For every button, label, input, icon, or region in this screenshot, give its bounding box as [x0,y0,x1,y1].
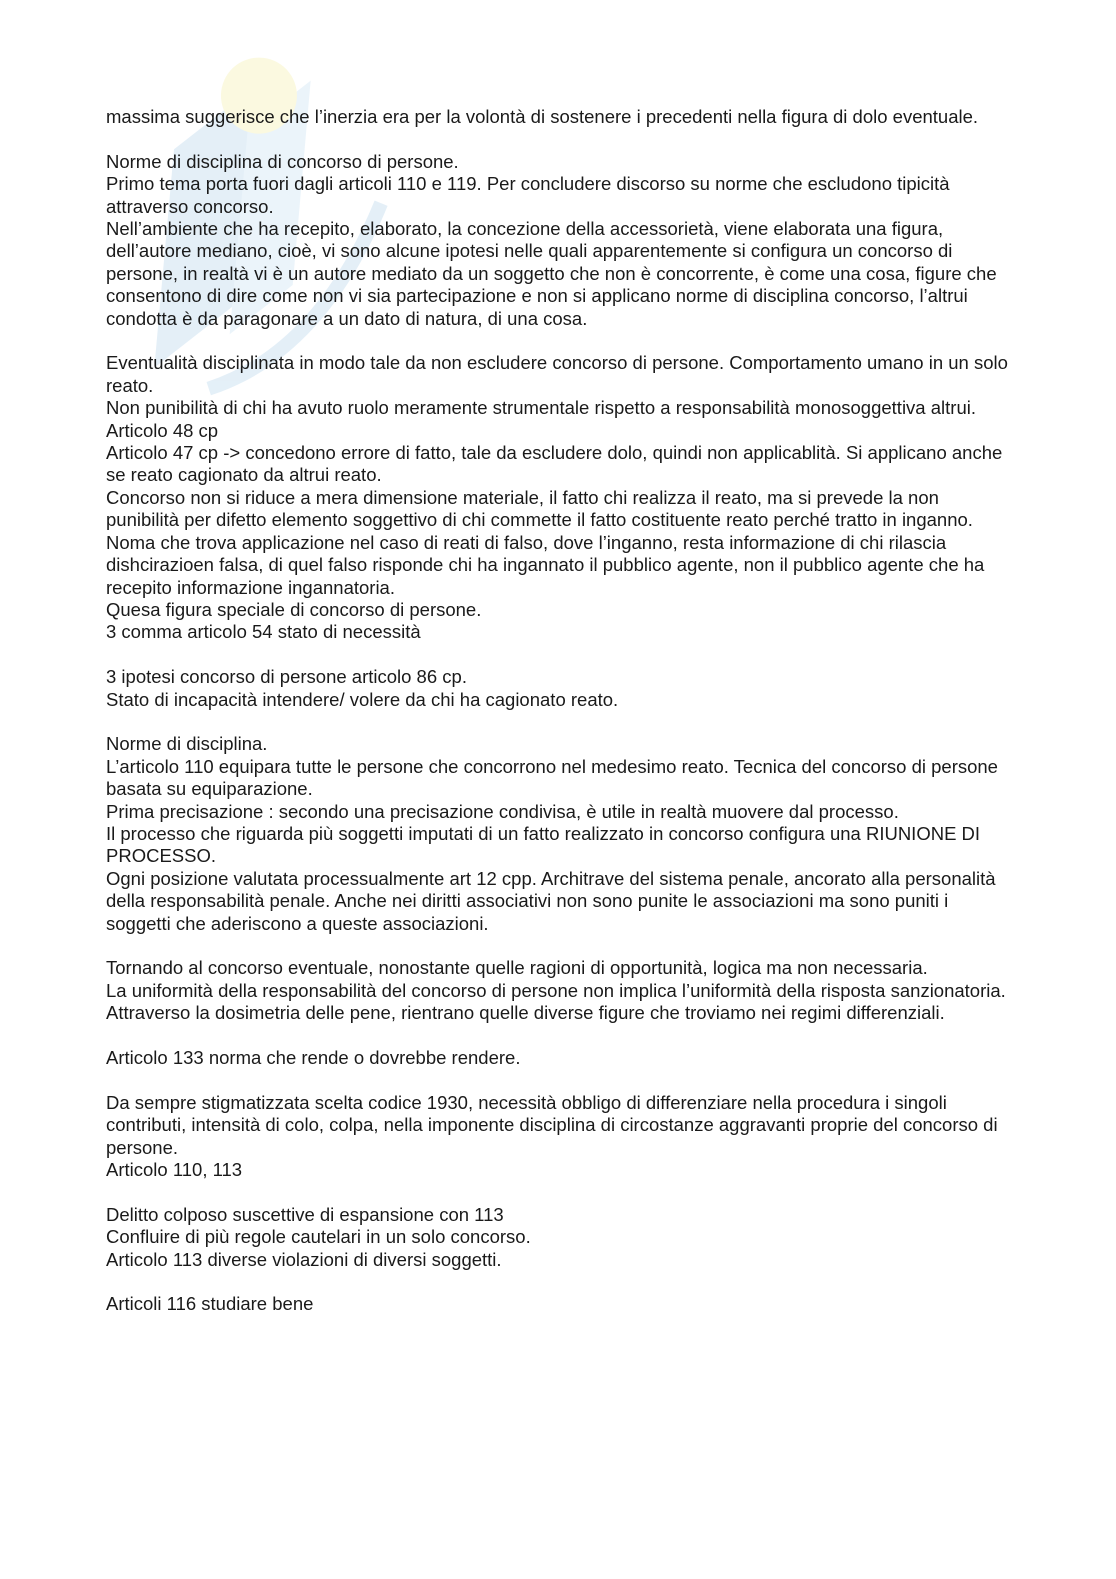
text-line: La uniformità della responsabilità del concorso di persone non implica l’uniformità della risposta sanzionatoria. [106,979,1006,1001]
document-body [106,106,1014,1338]
text-line: 3 ipotesi concorso di persone articolo 86 cp. [106,666,467,688]
text-line: Prima precisazione : secondo una precisazione condivisa, è utile in realtà muovere dal processo. [106,800,899,822]
text-line: 3 comma articolo 54 stato di necessità [106,621,421,643]
text-line: Ogni posizione valutata processualmente art 12 cpp. Architrave del sistema penale, ancorato alla personalità della responsabilità penale. Anche nei diritti associativi non sono punite le associazioni ma sono puniti i soggetti che aderiscono a queste associazioni. [106,867,1001,934]
text-line: Norme di disciplina. [106,733,268,755]
text-line: Tornando al concorso eventuale, nonostante quelle ragioni di opportunità, logica ma non necessaria. [106,957,928,979]
text-line: L’articolo 110 equipara tutte le persone che concorrono nel medesimo reato. Tecnica del concorso di persone basata su equiparazione. [106,755,1004,800]
paragraph [106,106,1011,128]
text-line: Nell’ambiente che ha recepito, elaborato, la concezione della accessorietà, viene elaborata una figura, dell’autore mediano, cioè, vi sono alcune ipotesi nelle quali apparentemente si configura un concorso di persone, in realtà vi è un autore mediato da un soggetto che non è concorrente, è come una cosa, figure che consentono di dire come non vi sia partecipazione e non si applicano norme di disciplina concorso, l’altrui condotta è da paragonare a un dato di natura, di una cosa. [106,218,1002,329]
paragraph [106,957,1011,1024]
text-line: Quesa figura speciale di concorso di persone. [106,598,482,620]
paragraph [106,733,1011,935]
paragraph [106,666,1011,711]
text-line: Articolo 113 diverse violazioni di diversi soggetti. [106,1248,502,1270]
text-line: Norme di disciplina di concorso di persone. [106,150,459,172]
text-line: Non punibilità di chi ha avuto ruolo meramente strumentale rispetto a responsabilità monosoggettiva altrui. [106,397,976,419]
text-line: Articolo 47 cp -> concedono errore di fatto, tale da escludere dolo, quindi non applicablità. Si applicano anche se reato cagionato da altrui reato. [106,442,1008,486]
paragraph [106,151,1011,330]
paragraph [106,352,1014,643]
paragraph [106,1293,1011,1315]
text-line: Articolo 48 cp [106,419,219,441]
text-line: Articolo 133 norma che rende o dovrebbe rendere. [106,1046,521,1068]
paragraph [106,1092,1011,1182]
text-line: Eventualità disciplinata in modo tale da non escludere concorso di persone. Comportamento umano in un solo reato. [106,352,1014,396]
text-line: Stato di incapacità intendere/ volere da chi ha cagionato reato. [106,688,619,710]
text-line: Concorso non si riduce a mera dimensione materiale, il fatto chi realizza il reato, ma si prevede la non punibilità per difetto elemento soggettivo di chi commette il fatto costituente reato perché tratto in inganno. Noma che trova applicazione nel caso di reati di falso, dove l’inganno, resta informazione di chi rilascia dishcirazioen falsa, di quel falso risponde chi ha ingannato il pubblico agente, non il pubblico agente che ha recepito informazione ingannatoria. [106,486,990,598]
text-line: Il processo che riguarda più soggetti imputati di un fatto realizzato in concorso configura una RIUNIONE DI PROCESSO. [106,822,986,867]
text-line: Attraverso la dosimetria delle pene, rientrano quelle diverse figure che troviamo nei regimi differenziali. [106,1002,945,1024]
paragraph [106,1204,1011,1271]
text-line: Primo tema porta fuori dagli articoli 110 e 119. Per concludere discorso su norme che escludono tipicità attraverso concorso. [106,173,955,217]
text-line: Articoli 116 studiare bene [106,1293,314,1315]
text-line: massima suggerisce che l’inerzia era per la volontà di sostenere i precedenti nella figura di dolo eventuale. [106,106,979,127]
paragraph [106,1047,1011,1069]
text-line: Confluire di più regole cautelari in un solo concorso. [106,1226,531,1248]
text-line: Da sempre stigmatizzata scelta codice 1930, necessità obbligo di differenziare nella procedura i singoli contributi, intensità di colo, colpa, nella imponente disciplina di circostanze aggravanti proprie del concorso di persone. [106,1091,1003,1158]
text-line: Delitto colposo suscettive di espansione con 113 [106,1203,504,1225]
text-line: Articolo 110, 113 [106,1158,243,1180]
